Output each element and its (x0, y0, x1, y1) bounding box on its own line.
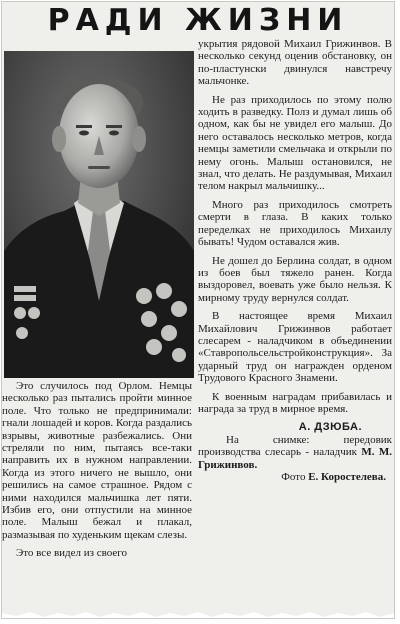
portrait-photo (4, 51, 194, 378)
paragraph: Это случилось под Орлом. Немцы несколько раз пытались пройти минное поле. Что только не предпринимали: гнали лошадей и коров. Когда раздались взрывы, животные разбежались. Они стреляли по ним, пытаясь все-таки направить их в нужном направлении. Когда из этого ничего не вышло, они решились на самое страшное. Рядом с ними находился мальчишка лет пяти. Избив его, они отпустили на минное поле. Малыш бежал и плакал, размазывая по худеньким щекам слезы. (2, 380, 192, 541)
torn-edge (2, 610, 394, 618)
paragraph: В настоящее время Михаил Михайлович Грижинвов работает слесарем - наладчиком в объединении «Ставропольсельстройконструкция». За ударный труд он награжден орденом Трудового Красного Знамени. (198, 310, 392, 385)
paragraph: Не раз приходилось по этому полю ходить в разведку. Полз и думал лишь об одном, как бы не увидел его малыш. До него оставалось несколько метров, когда немцы заметили смельчака и открыли по нему огонь. Малыш остановился, не знал, что делать. Не раздумывая, Михаил телом накрыл мальчишку... (198, 93, 392, 193)
photo-credit-prefix: Фото (281, 471, 306, 483)
photo-caption (198, 434, 392, 471)
caption-text: передовик производства слесарь - наладчик (198, 433, 393, 459)
newspaper-clipping (2, 2, 394, 618)
caption-prefix: На снимке: (226, 433, 310, 446)
paragraph: К военным наградам прибавилась и награда за труд в мирное время. (198, 390, 392, 415)
paragraph: Не дошел до Берлина солдат, в одном из боев был тяжело ранен. Когда выздоровел, воевать уже было нельзя. К мирному труду вернулся солдат. (198, 254, 392, 304)
photo-credit (198, 471, 392, 483)
headline: РАДИ ЖИЗНИ (47, 3, 349, 38)
portrait-image (4, 51, 194, 378)
paragraph: укрытия рядовой Михаил Грижинвов. В несколько секунд оценив обстановку, он по-пластунски двинулся навстречу мальчонке. (198, 38, 392, 88)
right-column (198, 38, 392, 483)
author-signature: А. ДЗЮБА. (298, 421, 362, 434)
photo-credit-name: Е. Коростелева. (308, 471, 386, 483)
paragraph: Это все видел из своего (16, 547, 127, 560)
left-column (2, 380, 192, 560)
paragraph: Много раз приходилось смотреть смерти в глаза. В каких только переделках не приходилось Михаилу бывать! Чудом оставался жив. (198, 198, 392, 249)
caption-name: М. М. Грижинвов. (198, 446, 393, 471)
